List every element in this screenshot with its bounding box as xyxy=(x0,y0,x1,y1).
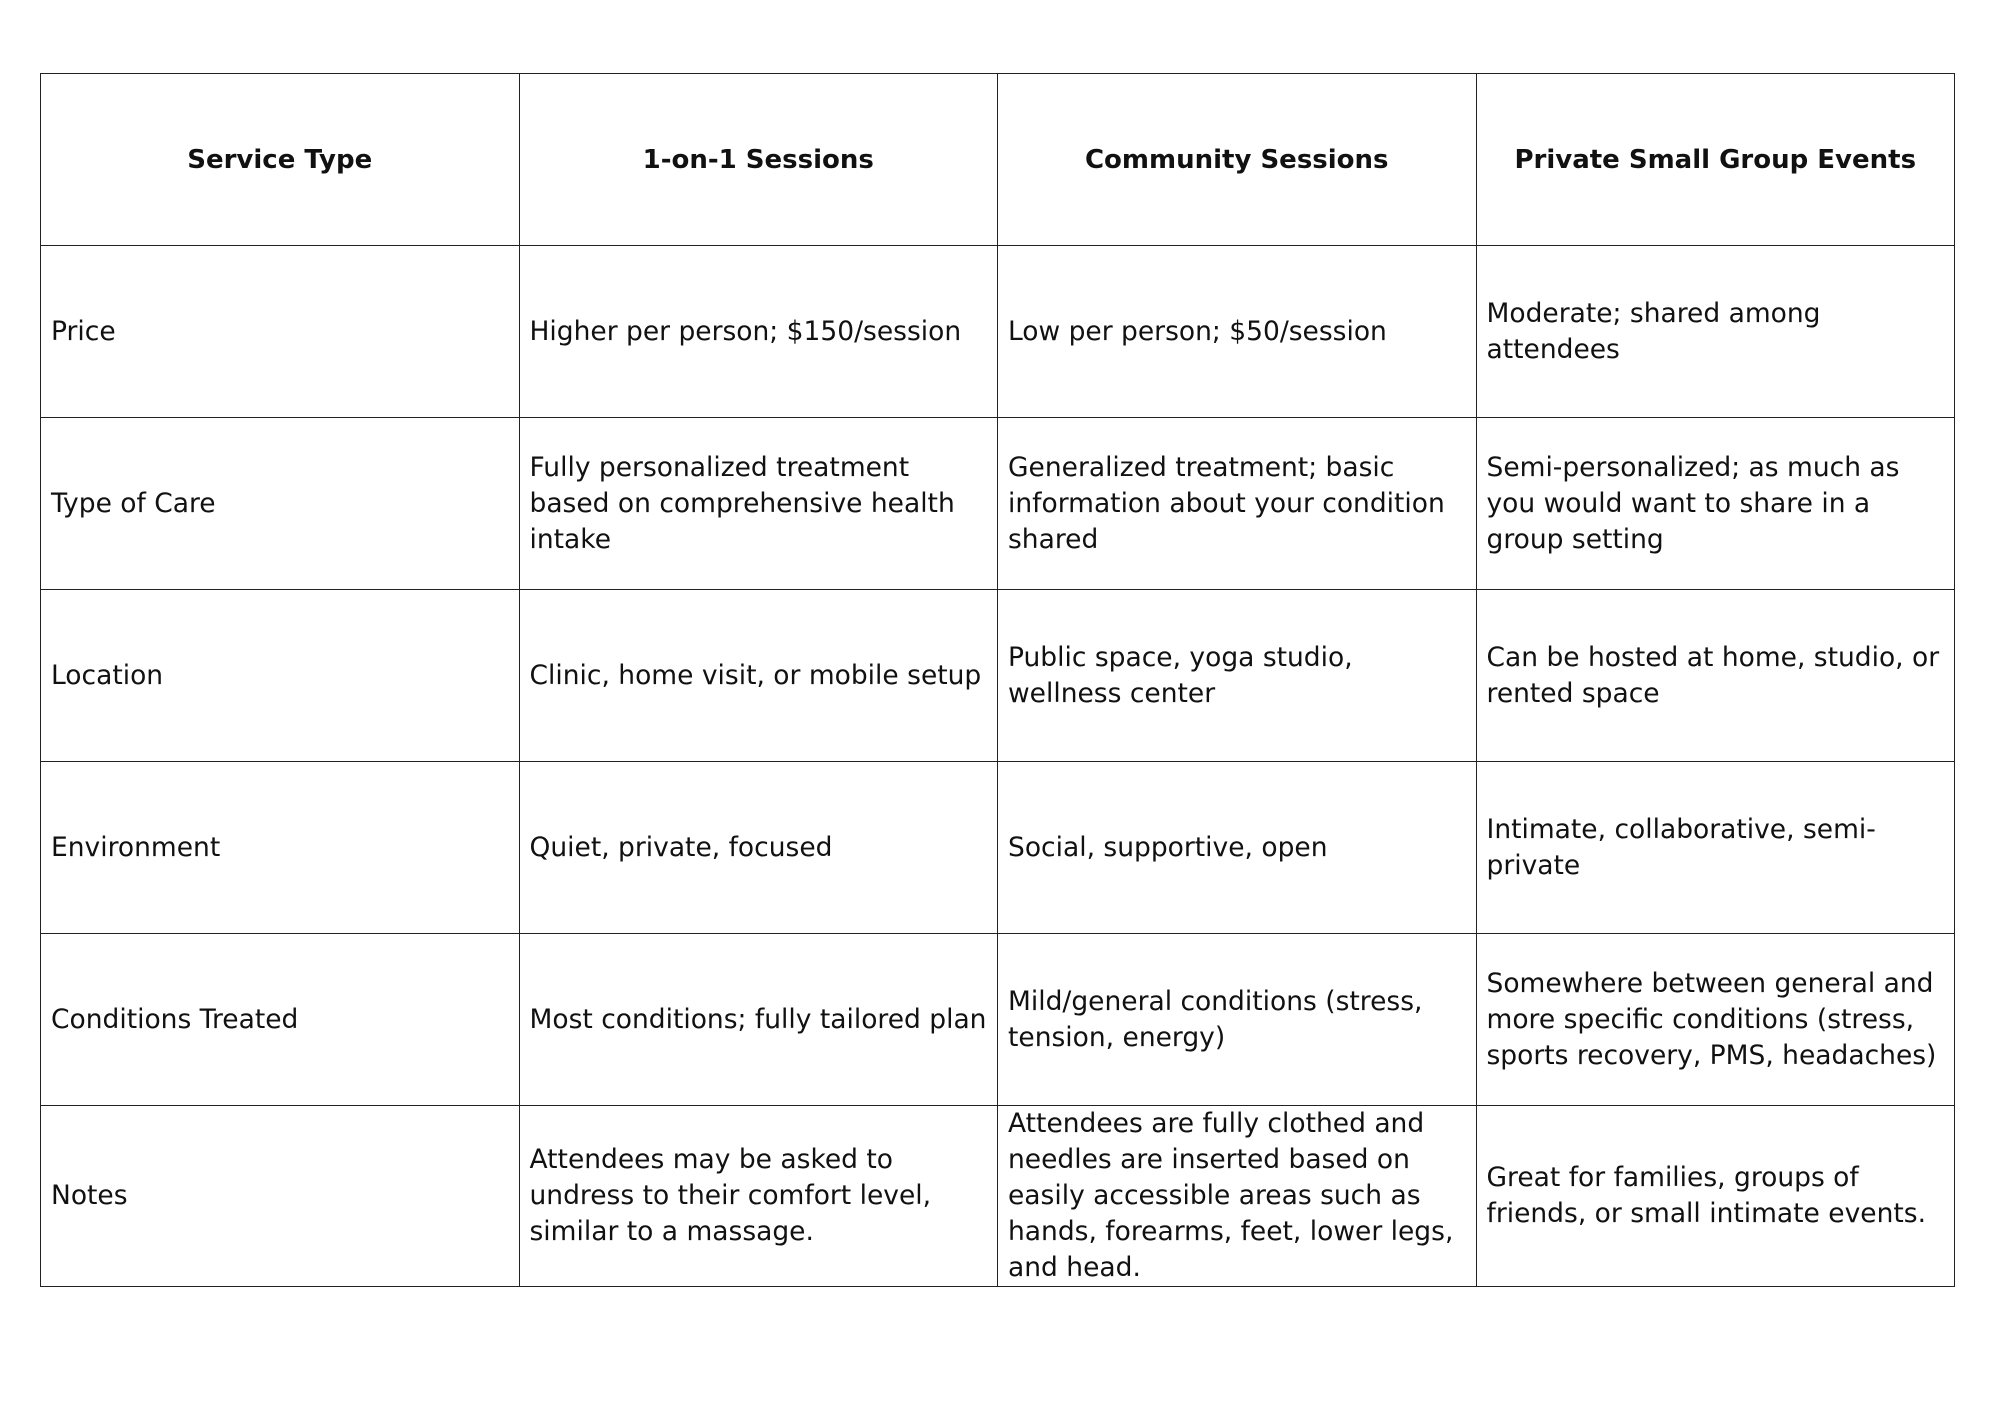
table-cell: Public space, yoga studio, wellness center xyxy=(998,590,1477,762)
table-cell: Can be hosted at home, studio, or rented space xyxy=(1476,590,1955,762)
table-cell: Higher per person; $150/session xyxy=(519,246,998,418)
header-private-small-group-events: Private Small Group Events xyxy=(1476,74,1955,246)
row-label: Location xyxy=(41,590,520,762)
table-cell: Quiet, private, focused xyxy=(519,762,998,934)
row-label: Notes xyxy=(41,1106,520,1287)
table-cell: Moderate; shared among attendees xyxy=(1476,246,1955,418)
table-cell: Clinic, home visit, or mobile setup xyxy=(519,590,998,762)
table-cell: Generalized treatment; basic information about your condition shared xyxy=(998,418,1477,590)
table-cell: Somewhere between general and more specific conditions (stress, sports recovery, PMS, headaches) xyxy=(1476,934,1955,1106)
service-comparison-table xyxy=(40,73,1955,1287)
row-label: Environment xyxy=(41,762,520,934)
table-cell: Attendees are fully clothed and needles are inserted based on easily accessible areas such as hands, forearms, feet, lower legs, and head. xyxy=(998,1106,1477,1287)
table-row-notes xyxy=(41,1106,1955,1287)
table-row-conditions-treated xyxy=(41,934,1955,1106)
table-header-row xyxy=(41,74,1955,246)
table-cell: Attendees may be asked to undress to their comfort level, similar to a massage. xyxy=(519,1106,998,1287)
table-row-location xyxy=(41,590,1955,762)
header-community-sessions: Community Sessions xyxy=(998,74,1477,246)
row-label: Type of Care xyxy=(41,418,520,590)
table-cell: Intimate, collaborative, semi-private xyxy=(1476,762,1955,934)
table-cell: Fully personalized treatment based on comprehensive health intake xyxy=(519,418,998,590)
table-cell: Semi-personalized; as much as you would want to share in a group setting xyxy=(1476,418,1955,590)
table-row-type-of-care xyxy=(41,418,1955,590)
table-cell: Great for families, groups of friends, or small intimate events. xyxy=(1476,1106,1955,1287)
table-cell: Most conditions; fully tailored plan xyxy=(519,934,998,1106)
table-cell: Low per person; $50/session xyxy=(998,246,1477,418)
row-label: Price xyxy=(41,246,520,418)
table-row-environment xyxy=(41,762,1955,934)
table-cell: Social, supportive, open xyxy=(998,762,1477,934)
table-cell: Mild/general conditions (stress, tension, energy) xyxy=(998,934,1477,1106)
header-one-on-one-sessions: 1-on-1 Sessions xyxy=(519,74,998,246)
header-service-type: Service Type xyxy=(41,74,520,246)
row-label: Conditions Treated xyxy=(41,934,520,1106)
table-row-price xyxy=(41,246,1955,418)
